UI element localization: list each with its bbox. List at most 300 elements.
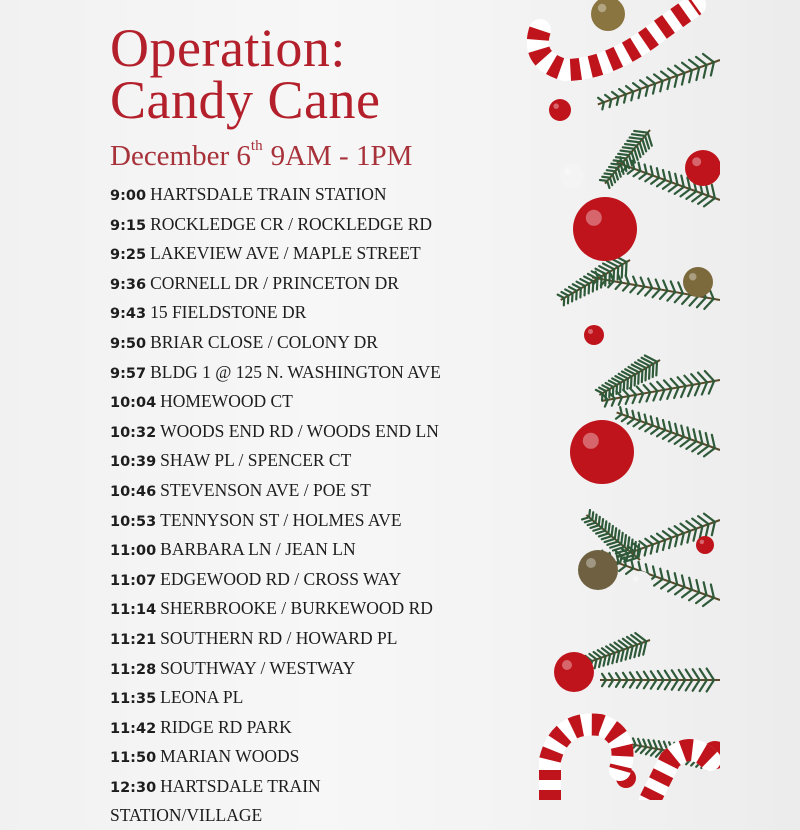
stop-time: 9:36 xyxy=(110,277,146,293)
stop-time: 11:50 xyxy=(110,750,156,766)
highlight xyxy=(553,103,559,109)
pine-branch-icon xyxy=(599,360,660,395)
pine-needle-icon xyxy=(657,534,665,540)
pine-needle-icon xyxy=(686,670,693,680)
pine-needle-icon xyxy=(669,435,678,442)
schedule-stop xyxy=(110,181,490,211)
schedule-stop xyxy=(110,773,360,830)
pine-needle-icon xyxy=(692,194,702,202)
pine-needle-icon xyxy=(657,430,665,436)
pine-needle-icon xyxy=(672,680,678,690)
pine-needle-icon xyxy=(642,370,643,382)
pine-needle-icon xyxy=(675,587,685,594)
pine-needle-icon xyxy=(595,515,596,523)
pine-needle-icon xyxy=(609,167,618,168)
stop-location: BRIAR CLOSE / COLONY DR xyxy=(150,332,378,352)
highlight xyxy=(565,169,571,175)
pine-needle-icon xyxy=(602,536,612,539)
pine-needle-icon xyxy=(639,173,646,178)
pine-needle-icon xyxy=(682,295,690,304)
pine-needle-icon xyxy=(582,517,589,519)
stop-location: LAKEVIEW AVE / MAPLE STREET xyxy=(150,243,421,263)
pine-needle-icon xyxy=(613,269,614,281)
pine-needle-icon xyxy=(651,536,659,542)
pine-needle-icon xyxy=(630,388,636,395)
pine-needle-icon xyxy=(638,372,639,384)
pine-needle-icon xyxy=(669,185,678,192)
white-ornament-icon xyxy=(628,571,652,595)
stop-location: HARTSDALE TRAIN STATION xyxy=(150,184,386,204)
title-line-2: Candy Cane xyxy=(110,70,380,130)
pine-needle-icon xyxy=(585,520,592,522)
red-ornament-icon xyxy=(554,652,594,692)
schedule-stop xyxy=(110,655,490,685)
pine-needle-icon xyxy=(618,168,621,177)
pine-needle-icon xyxy=(639,423,646,428)
pine-needle-icon xyxy=(671,379,679,387)
pine-needle-icon xyxy=(616,680,620,687)
pine-needle-icon xyxy=(626,86,633,91)
stop-location: SHAW PL / SPENCER CT xyxy=(160,450,351,470)
pine-needle-icon xyxy=(696,57,707,65)
glitter-ornament-icon xyxy=(573,197,637,261)
pine-needle-icon xyxy=(573,284,581,288)
pine-needle-icon xyxy=(675,66,685,73)
jingle-bell-icon xyxy=(683,267,713,297)
stop-location: STEVENSON AVE / POE ST xyxy=(160,480,371,500)
pine-needle-icon xyxy=(602,519,603,528)
pine-needle-icon xyxy=(618,531,619,542)
pine-needle-icon xyxy=(596,390,603,393)
pine-needle-icon xyxy=(612,526,613,536)
pine-needle-icon xyxy=(624,535,626,547)
schedule-stop xyxy=(110,299,490,329)
stop-location: BARBARA LN / JEAN LN xyxy=(160,539,355,559)
date-hours: 9AM - 1PM xyxy=(271,140,413,172)
stop-time: 9:57 xyxy=(110,366,146,382)
pine-needle-icon xyxy=(610,178,612,185)
pine-needle-icon xyxy=(622,417,628,422)
stop-time: 10:46 xyxy=(110,484,156,500)
pine-needle-icon xyxy=(561,292,568,296)
pine-needle-icon xyxy=(605,274,606,286)
pine-needle-icon xyxy=(657,382,664,390)
pine-needle-icon xyxy=(700,669,707,680)
pine-needle-icon xyxy=(675,187,684,194)
pine-needle-icon xyxy=(611,164,620,165)
pine-needle-icon xyxy=(707,669,714,680)
jingle-bell-icon xyxy=(591,0,625,31)
pine-needle-icon xyxy=(675,437,684,444)
highlight xyxy=(700,540,705,545)
pine-needle-icon xyxy=(584,276,593,281)
stop-location: SHERBROOKE / BURKEWOOD RD xyxy=(160,598,433,618)
pine-needle-icon xyxy=(712,185,715,198)
pine-needle-icon xyxy=(640,80,648,86)
pine-needle-icon xyxy=(599,388,606,392)
stop-location: 15 FIELDSTONE DR xyxy=(150,302,306,322)
pine-needle-icon xyxy=(593,528,602,531)
pine-needle-icon xyxy=(639,541,646,546)
schedule-stop xyxy=(110,240,490,270)
pine-needle-icon xyxy=(681,439,691,446)
schedule-stop xyxy=(110,625,490,655)
pine-needle-icon xyxy=(696,595,707,603)
pine-needle-icon xyxy=(596,531,605,534)
pine-needle-icon xyxy=(668,69,677,76)
pine-needle-icon xyxy=(605,521,606,530)
pine-needle-icon xyxy=(689,592,699,600)
pine-needle-icon xyxy=(589,510,590,517)
highlight xyxy=(689,273,697,281)
schedule-stop xyxy=(110,566,490,596)
pine-needle-icon xyxy=(615,171,618,179)
pine-needle-icon xyxy=(602,385,609,389)
pine-needle-icon xyxy=(629,155,632,165)
pine-needle-icon xyxy=(645,288,652,296)
pine-needle-icon xyxy=(626,262,627,276)
pine-needle-icon xyxy=(653,364,654,377)
pine-needle-icon xyxy=(682,63,692,71)
pine-needle-icon xyxy=(647,77,655,83)
pine-needle-icon xyxy=(686,521,696,529)
schedule-stop xyxy=(110,684,490,714)
pine-needle-icon xyxy=(623,147,634,148)
schedule-stop xyxy=(110,211,490,241)
pine-needle-icon xyxy=(625,144,637,146)
pine-needle-icon xyxy=(565,289,572,293)
pine-needle-icon xyxy=(630,680,635,688)
pine-needle-icon xyxy=(618,154,629,155)
stop-time: 10:32 xyxy=(110,425,156,441)
highlight xyxy=(598,4,607,13)
pine-needle-icon xyxy=(616,414,622,418)
pine-needle-icon xyxy=(691,374,700,383)
christmas-decoration xyxy=(520,0,720,800)
stop-location: RIDGE RD PARK xyxy=(160,717,292,737)
schedule-stop xyxy=(110,743,490,773)
highlight xyxy=(586,558,596,568)
pine-needle-icon xyxy=(613,175,615,183)
schedule-stop xyxy=(110,388,490,418)
pine-needle-icon xyxy=(692,519,702,527)
schedule-stop xyxy=(110,418,490,448)
red-ornament-icon xyxy=(570,420,634,484)
pine-needle-icon xyxy=(637,672,642,680)
pine-needle-icon xyxy=(592,512,593,520)
stop-schedule xyxy=(110,181,490,830)
schedule-stop xyxy=(110,447,490,477)
pine-needle-icon xyxy=(711,62,714,75)
pine-needle-icon xyxy=(704,299,713,309)
pine-needle-icon xyxy=(621,151,632,152)
stop-time: 9:25 xyxy=(110,247,146,263)
pine-needle-icon xyxy=(600,180,607,181)
pine-needle-icon xyxy=(681,524,691,531)
red-ornament-icon xyxy=(549,99,571,121)
pine-needle-icon xyxy=(630,137,643,139)
stop-location: SOUTHWAY / WESTWAY xyxy=(160,658,355,678)
pine-needle-icon xyxy=(577,282,585,286)
schedule-stop xyxy=(110,595,490,625)
stop-location: HOMEWOOD CT xyxy=(160,391,293,411)
pine-needle-icon xyxy=(654,579,663,585)
pine-needle-icon xyxy=(607,170,616,171)
pine-needle-icon xyxy=(588,523,596,525)
stop-location: CORNELL DR / PRINCETON DR xyxy=(150,273,399,293)
pine-needle-icon xyxy=(650,383,657,391)
pine-needle-icon xyxy=(602,177,610,178)
date-suffix: th xyxy=(251,138,263,154)
pine-needle-icon xyxy=(644,385,651,392)
white-ornament-icon xyxy=(560,164,584,188)
highlight xyxy=(562,660,572,670)
pine-needle-icon xyxy=(702,382,707,394)
pine-needle-icon xyxy=(686,680,693,690)
pine-needle-icon xyxy=(663,531,672,537)
pine-needle-icon xyxy=(675,293,683,302)
pine-needle-icon xyxy=(669,529,678,536)
flyer-title xyxy=(110,22,380,126)
stop-location: HARTSDALE TRAIN STATION/VILLAGE xyxy=(110,776,321,826)
pine-needle-icon xyxy=(668,584,677,591)
pine-needle-icon xyxy=(703,598,714,606)
pine-needle-icon xyxy=(634,131,648,133)
pine-needle-icon xyxy=(651,749,657,756)
pine-needle-icon xyxy=(686,441,696,449)
stop-time: 12:30 xyxy=(110,780,156,796)
highlight xyxy=(588,329,593,334)
pine-needle-icon xyxy=(619,89,626,94)
schedule-stop xyxy=(110,536,490,566)
pine-needle-icon xyxy=(641,747,647,753)
pine-needle-icon xyxy=(637,680,642,688)
pine-needle-icon xyxy=(630,285,636,292)
schedule-stop xyxy=(110,477,490,507)
pine-needle-icon xyxy=(663,182,672,188)
stop-location: TENNYSON ST / HOLMES AVE xyxy=(160,510,401,530)
highlight xyxy=(583,433,599,449)
stop-time: 11:21 xyxy=(110,632,156,648)
stop-time: 10:39 xyxy=(110,454,156,470)
pine-needle-icon xyxy=(695,384,700,396)
pine-needle-icon xyxy=(608,524,609,534)
pine-needle-icon xyxy=(660,291,668,299)
pine-needle-icon xyxy=(631,376,632,387)
stop-time: 10:04 xyxy=(110,395,156,411)
pine-needle-icon xyxy=(705,371,714,381)
pine-needle-icon xyxy=(693,669,700,680)
pine-needle-icon xyxy=(657,180,665,186)
pine-needle-icon xyxy=(614,160,624,161)
pine-needle-icon xyxy=(690,296,699,305)
pine-needle-icon xyxy=(616,157,626,158)
stop-time: 9:00 xyxy=(110,188,146,204)
pine-needle-icon xyxy=(599,533,608,536)
highlight xyxy=(692,157,701,166)
stop-time: 9:15 xyxy=(110,218,146,234)
pine-needle-icon xyxy=(601,276,602,287)
pine-needle-icon xyxy=(569,287,577,291)
stop-time: 9:43 xyxy=(110,306,146,322)
schedule-stop xyxy=(110,507,490,537)
pine-needle-icon xyxy=(645,368,646,380)
highlight xyxy=(633,576,639,582)
pine-needle-icon xyxy=(638,287,645,294)
pine-needle-icon xyxy=(609,272,610,284)
red-ornament-icon xyxy=(584,325,604,345)
pine-needle-icon xyxy=(656,362,657,376)
pine-needle-icon xyxy=(634,421,641,426)
pine-needle-icon xyxy=(628,169,635,174)
pine-needle-icon xyxy=(698,373,707,383)
pine-needle-icon xyxy=(658,671,664,680)
stop-location: SOUTHERN RD / HOWARD PL xyxy=(160,628,397,648)
stop-time: 11:00 xyxy=(110,543,156,559)
pine-needle-icon xyxy=(644,680,649,688)
pine-needle-icon xyxy=(633,83,641,89)
pine-needle-icon xyxy=(623,680,628,687)
stop-time: 9:50 xyxy=(110,336,146,352)
pine-needle-icon xyxy=(597,279,598,290)
pine-needle-icon xyxy=(599,517,600,526)
pine-needle-icon xyxy=(623,284,629,291)
pine-needle-icon xyxy=(649,366,650,379)
schedule-stop xyxy=(110,270,490,300)
pine-needle-icon xyxy=(679,680,685,690)
title-line-1: Operation: xyxy=(110,18,346,78)
pine-needle-icon xyxy=(635,374,636,385)
schedule-stop xyxy=(110,359,490,389)
pine-needle-icon xyxy=(672,670,678,680)
pine-needle-icon xyxy=(658,680,664,689)
pine-needle-icon xyxy=(605,95,611,100)
pine-needle-icon xyxy=(707,680,714,691)
pine-needle-icon xyxy=(618,267,619,280)
stop-location: MARIAN WOODS xyxy=(160,746,299,766)
pine-needle-icon xyxy=(711,584,714,597)
pine-needle-icon xyxy=(661,582,670,589)
red-ornament-icon xyxy=(685,150,720,186)
pine-needle-icon xyxy=(628,419,635,424)
pine-needle-icon xyxy=(712,435,715,448)
stop-time: 11:35 xyxy=(110,691,156,707)
highlight xyxy=(586,210,602,226)
pine-needle-icon xyxy=(626,568,633,573)
pine-needle-icon xyxy=(605,539,615,542)
pine-needle-icon xyxy=(646,748,652,754)
pine-needle-icon xyxy=(634,149,637,160)
pine-needle-icon xyxy=(598,98,604,102)
red-ornament-icon xyxy=(696,536,714,554)
date-day: December 6 xyxy=(110,140,251,172)
stop-time: 11:42 xyxy=(110,721,156,737)
pine-needle-icon xyxy=(675,526,684,533)
pine-needle-icon xyxy=(645,176,653,182)
pine-needle-icon xyxy=(703,54,714,62)
pine-needle-icon xyxy=(627,141,639,143)
pine-needle-icon xyxy=(692,444,702,452)
pine-needle-icon xyxy=(654,74,663,80)
pine-needle-icon xyxy=(681,189,691,196)
stop-time: 10:53 xyxy=(110,514,156,530)
pine-needle-icon xyxy=(661,71,670,78)
pine-needle-icon xyxy=(651,178,659,184)
pine-needle-icon xyxy=(636,746,641,752)
stop-location: ROCKLEDGE CR / ROCKLEDGE RD xyxy=(150,214,432,234)
pine-needle-icon xyxy=(665,680,671,689)
stop-location: EDGEWOOD RD / CROSS WAY xyxy=(160,569,401,589)
pine-needle-icon xyxy=(607,181,609,188)
stop-location: BLDG 1 @ 125 N. WASHINGTON AVE xyxy=(150,362,441,382)
pine-needle-icon xyxy=(605,173,613,174)
pine-needle-icon xyxy=(630,672,635,680)
pine-needle-icon xyxy=(615,528,616,539)
pine-needle-icon xyxy=(712,522,715,535)
schedule-stop xyxy=(110,329,490,359)
pine-needle-icon xyxy=(664,380,672,388)
pine-needle-icon xyxy=(612,92,619,97)
pine-needle-icon xyxy=(607,542,618,545)
pine-needle-icon xyxy=(651,428,659,434)
event-date xyxy=(110,140,412,173)
pine-needle-icon xyxy=(622,264,623,277)
pine-needle-icon xyxy=(623,673,628,680)
pine-needle-icon xyxy=(653,289,660,297)
pine-needle-icon xyxy=(693,680,700,691)
pine-needle-icon xyxy=(697,298,706,308)
stop-time: 11:07 xyxy=(110,573,156,589)
schedule-stop xyxy=(110,714,490,744)
pine-needle-icon xyxy=(665,671,671,680)
pine-needle-icon xyxy=(643,641,646,654)
pine-needle-icon xyxy=(700,680,707,691)
jingle-bell-icon xyxy=(578,550,618,590)
pine-needle-icon xyxy=(709,381,714,394)
pine-needle-icon xyxy=(667,292,675,300)
pine-needle-icon xyxy=(619,566,626,571)
pine-needle-icon xyxy=(651,680,657,689)
pine-needle-icon xyxy=(637,146,641,157)
pine-needle-icon xyxy=(644,672,649,680)
stop-time: 11:28 xyxy=(110,662,156,678)
stop-location: WOODS END RD / WOODS END LN xyxy=(160,421,439,441)
pine-needle-icon xyxy=(651,671,657,680)
pine-needle-icon xyxy=(590,525,598,528)
pine-needle-icon xyxy=(632,134,645,136)
pine-needle-icon xyxy=(634,171,641,176)
pine-needle-icon xyxy=(637,387,643,394)
pine-needle-icon xyxy=(645,426,653,432)
pine-needle-icon xyxy=(616,283,622,289)
pine-needle-icon xyxy=(558,295,565,298)
pine-needle-icon xyxy=(689,60,699,68)
pine-needle-icon xyxy=(684,376,692,385)
pine-needle-icon xyxy=(621,165,624,174)
pine-needle-icon xyxy=(686,191,696,199)
stop-location: LEONA PL xyxy=(160,687,243,707)
pine-needle-icon xyxy=(628,537,630,549)
pine-needle-icon xyxy=(682,590,692,598)
pine-needle-icon xyxy=(616,673,620,680)
pine-needle-icon xyxy=(621,533,622,544)
pine-needle-icon xyxy=(679,670,685,680)
pine-needle-icon xyxy=(610,544,621,547)
pine-needle-icon xyxy=(645,539,653,545)
pine-needle-icon xyxy=(580,279,589,284)
pine-needle-icon xyxy=(678,377,686,386)
pine-needle-icon xyxy=(663,432,672,438)
